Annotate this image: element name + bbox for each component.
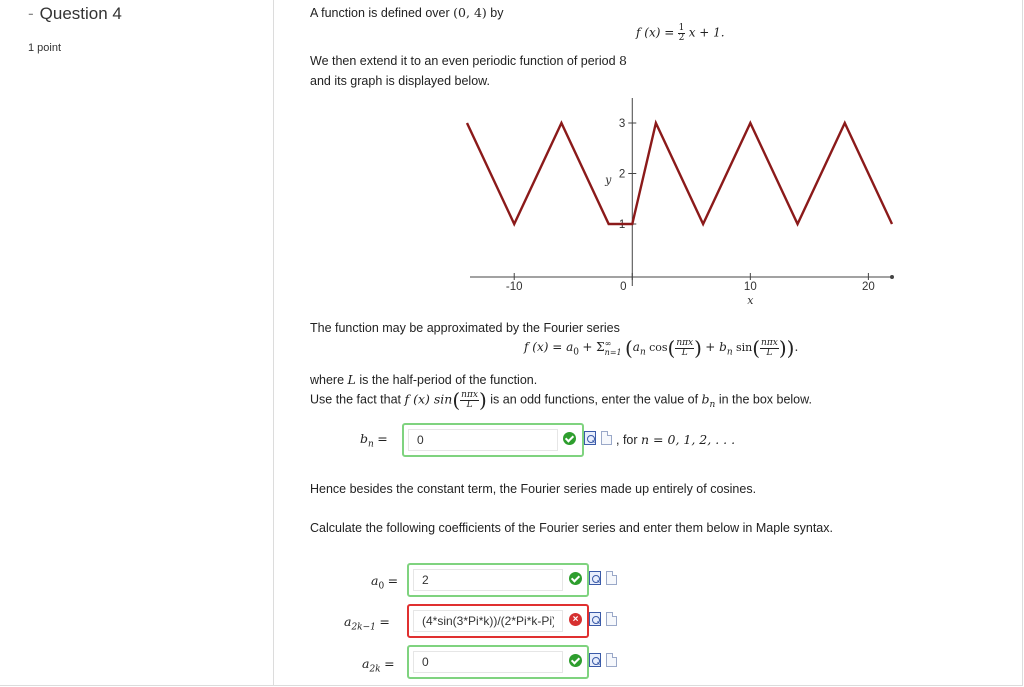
a0-label: $a_0$ = [371,573,399,592]
preview-icon[interactable] [589,571,601,585]
syntax-help-icon[interactable] [601,431,612,445]
a0-input[interactable] [413,569,563,591]
bn-answer-box [402,423,584,457]
y-tick-label: 2 [618,168,626,181]
a2k-label: $a_{2k}$ = [362,656,395,675]
hence-text: Hence besides the constant term, the Fourier series made up entirely of cosines. [310,482,757,496]
x-tick-label: 20 [861,281,875,293]
syntax-help-icon[interactable] [606,612,617,626]
check-icon [569,654,582,667]
question-info-panel [0,0,274,686]
preview-icon[interactable] [584,431,596,445]
where-line: where L is the half-period of the function. [310,372,538,387]
intro-line: A function is defined over (0, 4) by [310,5,504,20]
fourier-intro: The function may be approximated by the Fourier series [310,321,620,335]
half-fraction: $\frac{1}{2}$ [678,23,685,43]
preview-icon[interactable] [589,612,601,626]
for-n-text: , for n = 0, 1, 2, . . . [616,432,736,447]
preview-icon[interactable] [589,653,601,667]
periodic-function-graph [462,96,902,316]
y-tick-label: 1 [618,219,626,231]
a2k-minus-1-answer-box [407,604,589,638]
a2k-input[interactable] [413,651,563,673]
syntax-help-icon[interactable] [606,653,617,667]
fourier-series-formula: f $(x) = a_0 + \Sigma$ ∞ n=1 ($a_n$ cos( $\frac{\text{nπx}}{L}$ ) + $b_n$ sin( $\frac{\text{nπx}}{L}$ )). [524,336,799,360]
x-axis-arrow [890,275,894,279]
interval: (0, 4) [453,5,487,20]
y-tick-label: 3 [618,118,626,130]
check-icon [563,432,576,445]
use-fact-line: Use the fact that f (x) sin( $\frac{\text{nπx}}{L}$ ) is an odd functions, enter the value of $b_n$ in the box below. [310,388,812,412]
syntax-help-icon[interactable] [606,571,617,585]
x-tick-label: 10 [743,281,757,293]
a0-answer-box [407,563,589,597]
question-title: - Question 4 [28,4,122,23]
function-definition: f (x) = $\frac{1}{2}$ x + 1. [636,23,725,43]
cross-icon: × [569,613,582,626]
x-tick-label: -10 [505,281,523,293]
y-axis-label: y [605,173,612,187]
x-axis-label: x [747,294,754,307]
x-tick-label: 0 [620,281,627,293]
question-points: 1 point [28,42,62,54]
extend-line-2: and its graph is displayed below. [310,74,490,88]
check-icon [569,572,582,585]
extend-line-1: We then extend it to an even periodic function of period 8 [310,53,627,68]
calculate-text: Calculate the following coefficients of the Fourier series and enter them below in Maple syntax. [310,521,833,535]
a2k-minus-1-label: $a_{2k-1}$ = [344,614,390,633]
a2k-answer-box [407,645,589,679]
a2k-minus-1-input[interactable] [413,610,563,632]
function-curve [467,123,892,224]
bn-label: $b_n$ = [360,431,388,450]
bn-input[interactable] [408,429,558,451]
collapse-dash-icon[interactable]: - [28,4,34,23]
